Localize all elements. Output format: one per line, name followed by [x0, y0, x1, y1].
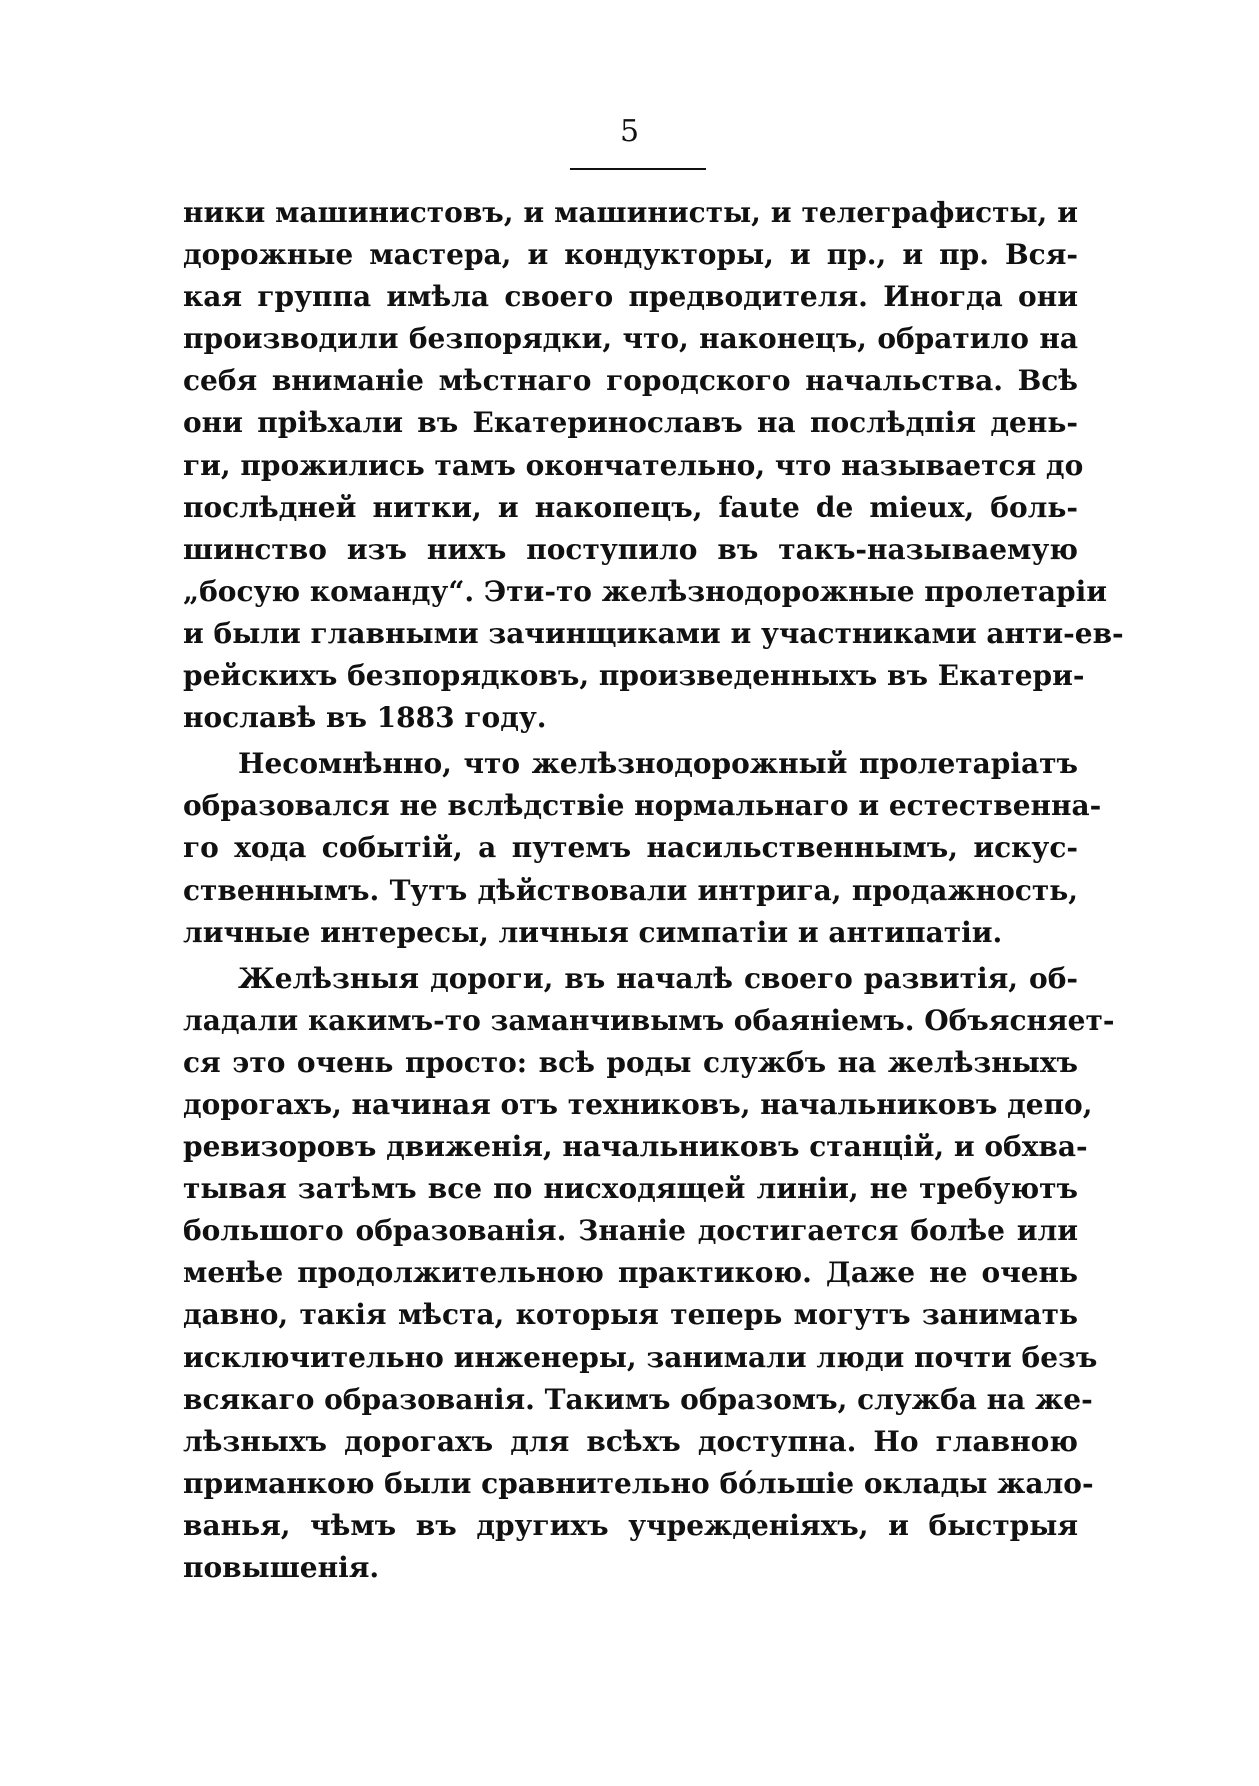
text-line: шинство изъ нихъ поступило въ такъ-называемую: [183, 532, 1078, 566]
text-line: ванья, чѣмъ въ другихъ учрежденіяхъ, и быстрыя: [183, 1508, 1078, 1542]
body-text: [183, 192, 1124, 1589]
text-line: ладали какимъ-то заманчивымъ обаяніемъ. Объясняет-: [183, 1003, 1115, 1037]
text-line: Несомнѣнно, что желѣзнодорожный пролетаріатъ: [238, 747, 1078, 781]
text-line: го хода событій, а путемъ насильственнымъ, искус-: [183, 831, 1078, 865]
text-line: приманкою были сравнительно бо́льшіе оклады жало-: [183, 1466, 1094, 1500]
text-line: образовался не вслѣдствіе нормальнаго и естественна-: [183, 789, 1102, 823]
page-number-rule: [570, 168, 706, 170]
text-line: ся это очень просто: всѣ роды службъ на желѣзныхъ: [183, 1045, 1078, 1079]
text-line: всякаго образованія. Такимъ образомъ, служба на же-: [183, 1382, 1093, 1416]
text-line: ги, прожились тамъ окончательно, что называется до: [183, 448, 1084, 482]
text-line: послѣдней нитки, и накопецъ, faute de mieux, боль-: [183, 490, 1078, 524]
text-line: тывая затѣмъ все по нисходящей линіи, не требуютъ: [183, 1172, 1078, 1206]
text-line: личные интересы, личныя симпатіи и антипатіи.: [183, 915, 1003, 949]
paragraph-2: [183, 743, 1102, 953]
text-line: дорожные мастера, и кондукторы, и пр., и пр. Вся-: [183, 238, 1078, 272]
text-line: Желѣзныя дороги, въ началѣ своего развитія, об-: [238, 961, 1078, 995]
text-line: ники машинистовъ, и машинисты, и телеграфисты, и: [183, 196, 1078, 229]
text-line: кая группа имѣла своего предводителя. Иногда они: [183, 280, 1078, 314]
text-line: и были главными зачинщиками и участниками анти-ев-: [183, 616, 1124, 650]
text-line: рейскихъ безпорядковъ, произведенныхъ въ Екатери-: [183, 659, 1085, 693]
text-line: „босую команду“. Эти-то желѣзнодорожные пролетаріи: [183, 574, 1108, 608]
text-line: ственнымъ. Тутъ дѣйствовали интрига, продажность,: [183, 873, 1078, 907]
text-line: лѣзныхъ дорогахъ для всѣхъ доступна. Но главною: [183, 1424, 1078, 1458]
text-line: себя вниманіе мѣстнаго городского начальства. Всѣ: [183, 364, 1078, 398]
text-line: давно, такія мѣста, которыя теперь могутъ занимать: [183, 1298, 1078, 1332]
text-line: ревизоровъ движенія, начальниковъ станцій, и обхва-: [183, 1130, 1088, 1164]
text-line: большого образованія. Знаніе достигается болѣе или: [183, 1214, 1078, 1248]
text-line: нославѣ въ 1883 году.: [183, 701, 547, 735]
page-number: 5: [619, 114, 640, 149]
paragraph-1: [183, 192, 1124, 739]
text-line: они пріѣхали въ Екатеринославъ на послѣдпія день-: [183, 406, 1078, 440]
text-line: дорогахъ, начиная отъ техниковъ, начальниковъ депо,: [183, 1087, 1093, 1121]
text-line: повышенія.: [183, 1551, 380, 1584]
paragraph-3: [183, 958, 1115, 1589]
text-line: исключительно инженеры, занимали люди почти безъ: [183, 1340, 1098, 1374]
text-line: менѣе продолжительною практикою. Даже не очень: [183, 1256, 1078, 1290]
text-line: производили безпорядки, что, наконецъ, обратило на: [183, 322, 1078, 356]
